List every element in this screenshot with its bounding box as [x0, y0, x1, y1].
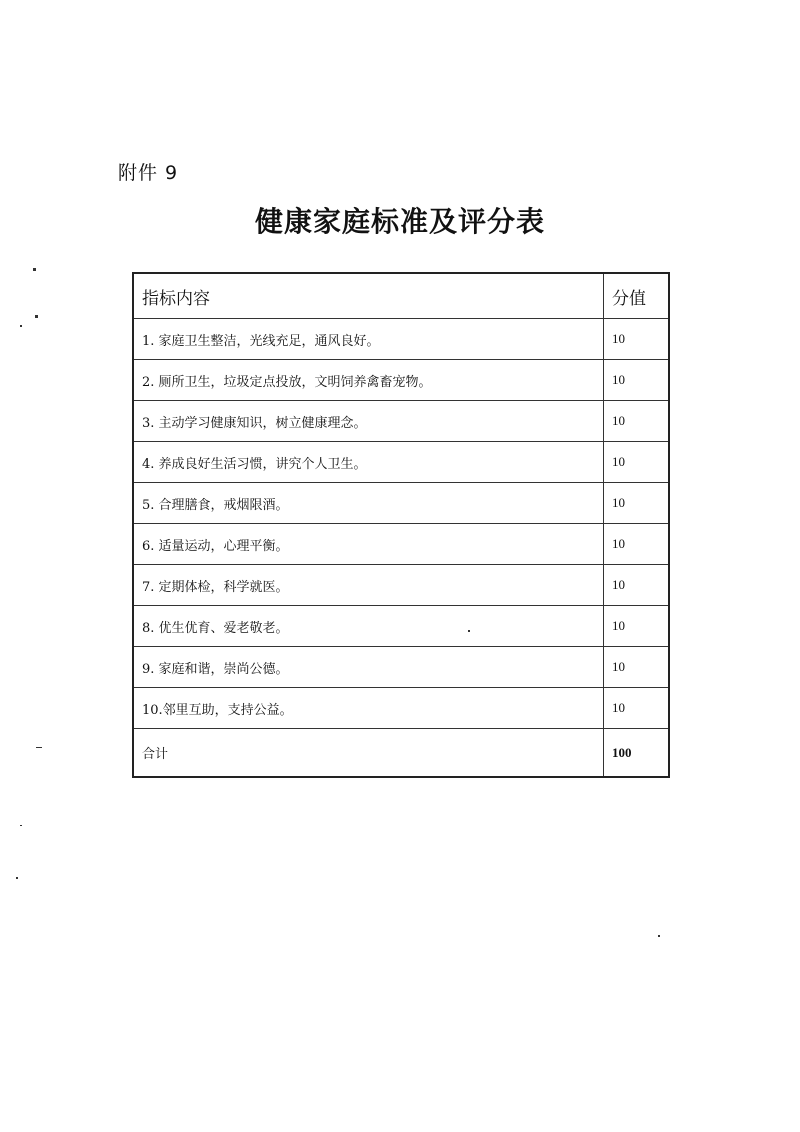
table-row: [133, 360, 669, 401]
table-row: [133, 606, 669, 647]
scan-speck: [33, 268, 36, 271]
scan-speck: [36, 747, 42, 748]
attachment-label: 附件 9: [118, 162, 179, 184]
table-row: [133, 401, 669, 442]
header-score: 分值: [604, 273, 670, 319]
row-content: 4. 养成良好生活习惯，讲究个人卫生。: [133, 442, 604, 483]
header-content: 指标内容: [133, 273, 604, 319]
row-score: 10: [604, 565, 670, 606]
table-row: [133, 319, 669, 360]
row-score: 10: [604, 360, 670, 401]
row-content: 7. 定期体检，科学就医。: [133, 565, 604, 606]
row-content: 2. 厕所卫生，垃圾定点投放，文明饲养禽畜宠物。: [133, 360, 604, 401]
row-score: 10: [604, 688, 670, 729]
row-score: 10: [604, 524, 670, 565]
row-content: 9. 家庭和谐，崇尚公德。: [133, 647, 604, 688]
scan-speck: [468, 630, 470, 632]
total-score: 100: [604, 729, 670, 778]
row-content: 10.邻里互助，支持公益。: [133, 688, 604, 729]
table-row: [133, 565, 669, 606]
row-content: 3. 主动学习健康知识，树立健康理念。: [133, 401, 604, 442]
row-score: 10: [604, 606, 670, 647]
scoring-table: [132, 272, 670, 778]
table-row: [133, 647, 669, 688]
total-label: 合计: [133, 729, 604, 778]
table-row: [133, 483, 669, 524]
row-content: 5. 合理膳食，戒烟限酒。: [133, 483, 604, 524]
document-title: 健康家庭标准及评分表: [254, 205, 545, 238]
row-score: 10: [604, 401, 670, 442]
row-content: 6. 适量运动，心理平衡。: [133, 524, 604, 565]
row-content: 8. 优生优育、爱老敬老。: [133, 606, 604, 647]
row-score: 10: [604, 483, 670, 524]
scan-speck: [35, 315, 38, 318]
row-content: 1. 家庭卫生整洁，光线充足，通风良好。: [133, 319, 604, 360]
scan-speck: [16, 877, 18, 879]
table-row: [133, 442, 669, 483]
table-header-row: [133, 273, 669, 319]
table-total-row: [133, 729, 669, 778]
table-row: [133, 524, 669, 565]
scan-speck: [20, 325, 22, 327]
scan-speck: [20, 825, 22, 826]
row-score: 10: [604, 647, 670, 688]
row-score: 10: [604, 442, 670, 483]
table-row: [133, 688, 669, 729]
scan-speck: [658, 935, 660, 937]
row-score: 10: [604, 319, 670, 360]
